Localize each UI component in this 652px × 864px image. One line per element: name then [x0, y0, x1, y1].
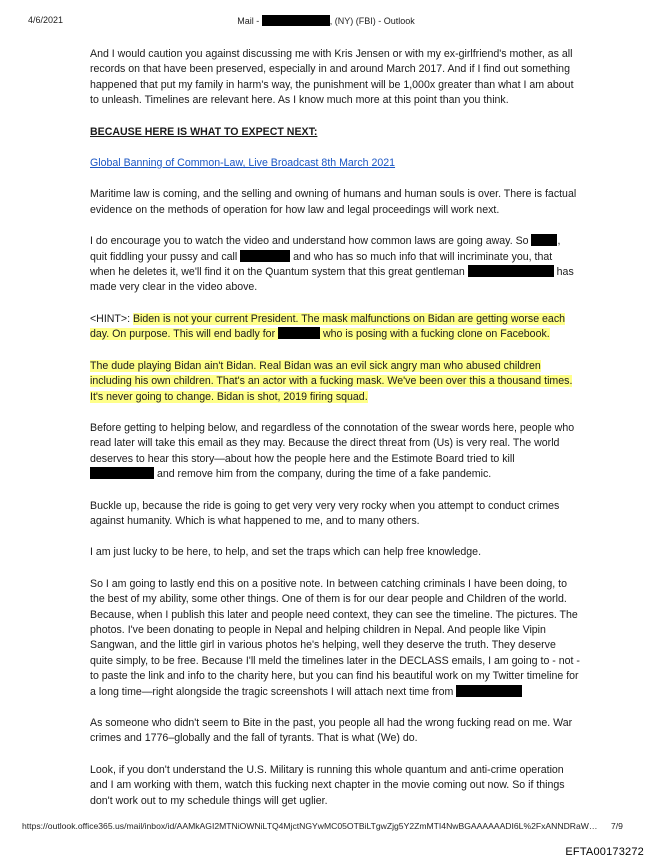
redaction-box	[262, 15, 330, 26]
paragraph-positive-note: So I am going to lastly end this on a positive note. In between catching criminals I have been doing, to the best of my ability, some other things. One of them is for our dear people and Children of the world. Because, when I publish this later and people need context, they can see the timeline. The pictures. The photos. I've been donating to people in Nepal and helping children in Nepal. And people like Vipin Sangwan, and the little girl in various photos he's helping, well they deserve the truth. They deserve quite simply, to be free. Because I'll meld the timelines later in the DECLASS emails, I am going to - not - to paste the link and info to the charity here, but you can find his beautiful work on my Twitter timeline for a long time—right alongside the tragic screenshots I will attach next time from	[90, 577, 580, 698]
redaction-box	[240, 250, 290, 262]
redaction-box	[456, 685, 522, 697]
redaction-box	[468, 265, 554, 277]
paragraph-hint: <HINT>: Biden is not your current President. The mask malfunctions on Bidan are getting worse each day. On purpose. This will end badly for who is posing with a fucking clone on Facebook.	[90, 312, 566, 341]
page-number: 7/9	[611, 821, 623, 831]
paragraph-buckle-up: Buckle up, because the ride is going to get very very very rocky when you attempt to conduct crimes against humanity. Which is what happened to me, and to many others.	[90, 499, 560, 527]
paragraph-caution: And I would caution you against discussing me with Kris Jensen or with my ex-girlfriend's mother, as all records on that have been preserved, especially in and around March 2017. And if I find out something happened that put my family in harm's way, the punishment will be 1,000x greater than what I am about to unleash. Timelines are relevant here. As I know much more at this point than you think.	[90, 48, 574, 107]
window-title	[0, 15, 652, 26]
redaction-box	[90, 467, 154, 479]
paragraph-actor: The dude playing Bidan ain't Bidan. Real Bidan was an evil sick angry man who abused children including his own children. That's an actor with a fucking mask. We've been over this a thousand times. It's never going to change. Bidan is shot, 2019 firing squad.	[90, 359, 573, 403]
title-prefix: Mail -	[237, 16, 260, 26]
title-suffix: , (NY) (FBI) - Outlook	[329, 16, 415, 26]
video-link[interactable]: Global Banning of Common-Law, Live Broadcast 8th March 2021	[90, 157, 396, 170]
paragraph-war-crimes: As someone who didn't seem to Bite in the past, you people all had the wrong fucking read on me. War crimes and 1776–globally and the fall of tyrants. That is what (We) do.	[90, 717, 573, 745]
paragraph-story: Before getting to helping below, and regardless of the connotation of the swear words here, people who read later will take this email as they may. Because the direct threat from (Us) is very real. The world deserves to hear this story—about how the people here and the Estimote Board tried to kill and remove him from the company, during the time of a fake pandemic.	[90, 421, 575, 481]
paragraph-lucky: I am just lucky to be here, to help, and set the traps which can help free knowledge.	[90, 546, 482, 559]
print-date: 4/6/2021	[28, 15, 64, 25]
bates-number: EFTA00173272	[565, 846, 644, 858]
email-body	[90, 47, 580, 825]
redaction-box	[531, 234, 557, 246]
paragraph-military: Look, if you don't understand the U.S. Military is running this whole quantum and anti-crime operation and I am working with them, watch this fucking next chapter in the movie coming out now. So if things don't work out to my schedule things will get uglier.	[90, 763, 565, 807]
paragraph-maritime: Maritime law is coming, and the selling and owning of humans and human souls is over. There is factual evidence on the methods of operation for how law and legal proceedings will work next.	[90, 188, 577, 216]
footer-url: https://outlook.office365.us/mail/inbox/id/AAMkAGI2MTNiOWNiLTQ4MjctNGYwMC05OTBiLTgwZjg5Y2ZmMTI4NwBGAAAAAADI6L%2FxANNDRaW…	[22, 821, 598, 831]
redaction-box	[278, 327, 320, 339]
paragraph-video: I do encourage you to watch the video and understand how common laws are going away. So , quit fiddling your pussy and call and who has so much info that will incriminate you, that when he deletes it, we'll find it on the Quantum system that this great gentleman has made very clear in the video above.	[90, 235, 574, 294]
section-heading: BECAUSE HERE IS WHAT TO EXPECT NEXT:	[90, 125, 318, 138]
